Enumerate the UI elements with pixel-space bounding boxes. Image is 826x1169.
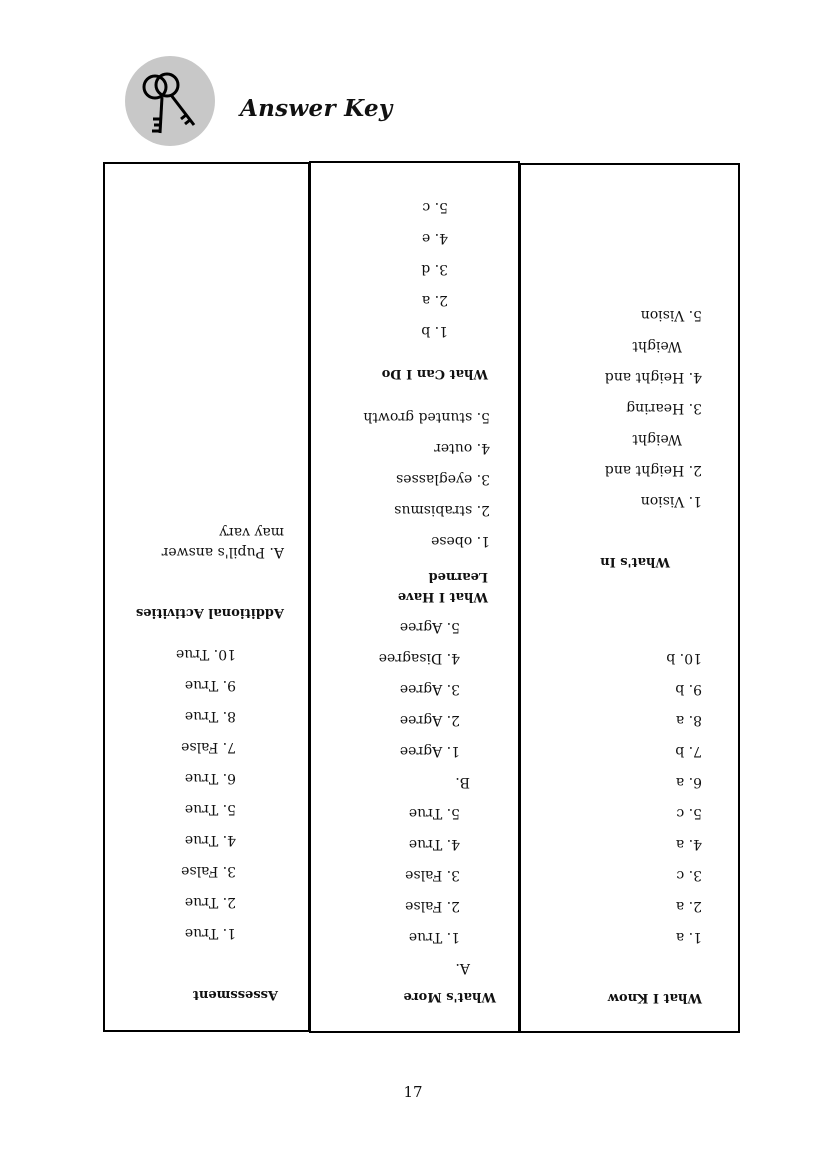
answer-item: 1. obese xyxy=(431,533,490,549)
answer-item: 10. True xyxy=(175,646,236,662)
answer-item: 2. strabismus xyxy=(394,502,490,518)
answer-item: B. xyxy=(455,774,470,790)
answer-item: 5. stunted growth xyxy=(363,409,490,425)
heading-assessment: Assessment xyxy=(192,987,278,1002)
answer-item: 2. a xyxy=(421,292,448,308)
answer-item: 1. True xyxy=(184,925,236,941)
answer-item: 3. False xyxy=(181,863,236,879)
page-number: 17 xyxy=(403,1083,423,1101)
answer-item: 5. c xyxy=(676,805,702,821)
column-what-i-know xyxy=(519,163,740,1033)
answer-item: 3. Hearing xyxy=(626,400,702,416)
column-whats-more xyxy=(309,161,520,1033)
answer-item: 3. d xyxy=(421,261,448,277)
answer-item: 2. Height and xyxy=(604,462,702,478)
answer-item: 2. a xyxy=(675,898,702,914)
heading-what-i-have-learned: What I Have xyxy=(397,589,488,604)
answer-item: 5. True xyxy=(184,801,236,817)
answer-item: 8. True xyxy=(184,708,236,724)
page-title: Answer Key xyxy=(240,95,393,122)
answer-item: 3. eyeglasses xyxy=(396,471,490,487)
answer-item: A. Pupil's answer xyxy=(161,544,284,560)
answer-item: 2. True xyxy=(184,894,236,910)
heading-what-i-know: What I Know xyxy=(607,990,702,1005)
answer-item: 10. b xyxy=(666,650,702,666)
answer-item: 1. True xyxy=(408,929,460,945)
answer-item: 8. a xyxy=(675,712,702,728)
heading-what-i-have-learned-line2: Learned xyxy=(428,569,488,584)
answer-item: 9. b xyxy=(675,681,702,697)
answer-item: may vary xyxy=(219,524,284,540)
answer-item: 5. True xyxy=(408,805,460,821)
keys-icon xyxy=(124,55,216,147)
answer-item: 4. True xyxy=(184,832,236,848)
answer-item: 4. Height and xyxy=(604,369,702,385)
answer-item: 4. outer xyxy=(434,440,490,456)
answer-item: 3. False xyxy=(405,867,460,883)
answer-item: 7. b xyxy=(675,743,702,759)
answer-item: Weight xyxy=(632,431,682,447)
answer-item: 1. Vision xyxy=(640,493,702,509)
answer-item: 5. Vision xyxy=(640,307,702,323)
answer-item: 4. a xyxy=(675,836,702,852)
answer-item: 1. b xyxy=(421,323,448,339)
answer-item: 4. True xyxy=(408,836,460,852)
answer-item: 9. True xyxy=(184,677,236,693)
answer-item: Weight xyxy=(632,338,682,354)
answer-item: 7. False xyxy=(181,739,236,755)
answer-item: 1. Agree xyxy=(399,743,460,759)
answer-item: 5. Agree xyxy=(399,619,460,635)
answer-item: 6. a xyxy=(675,774,702,790)
heading-whats-in: What's In xyxy=(600,554,670,569)
answer-item: 2. Agree xyxy=(399,712,460,728)
answer-item: 4. e xyxy=(421,230,448,246)
answer-key-table xyxy=(103,162,740,1032)
answer-item: A. xyxy=(455,960,470,976)
answer-item: 5. c xyxy=(422,199,448,215)
answer-item: 3. Agree xyxy=(399,681,460,697)
heading-additional-activities: Additional Activities xyxy=(135,605,284,620)
answer-item: 4. Disagree xyxy=(378,650,460,666)
answer-item: 6. True xyxy=(184,770,236,786)
answer-item: 1. a xyxy=(675,929,702,945)
column-assessment xyxy=(103,162,310,1032)
answer-item: 2. False xyxy=(405,898,460,914)
heading-what-can-i-do: What Can I Do xyxy=(381,366,488,381)
heading-whats-more: What's More xyxy=(403,989,496,1004)
answer-item: 3. c xyxy=(676,867,702,883)
